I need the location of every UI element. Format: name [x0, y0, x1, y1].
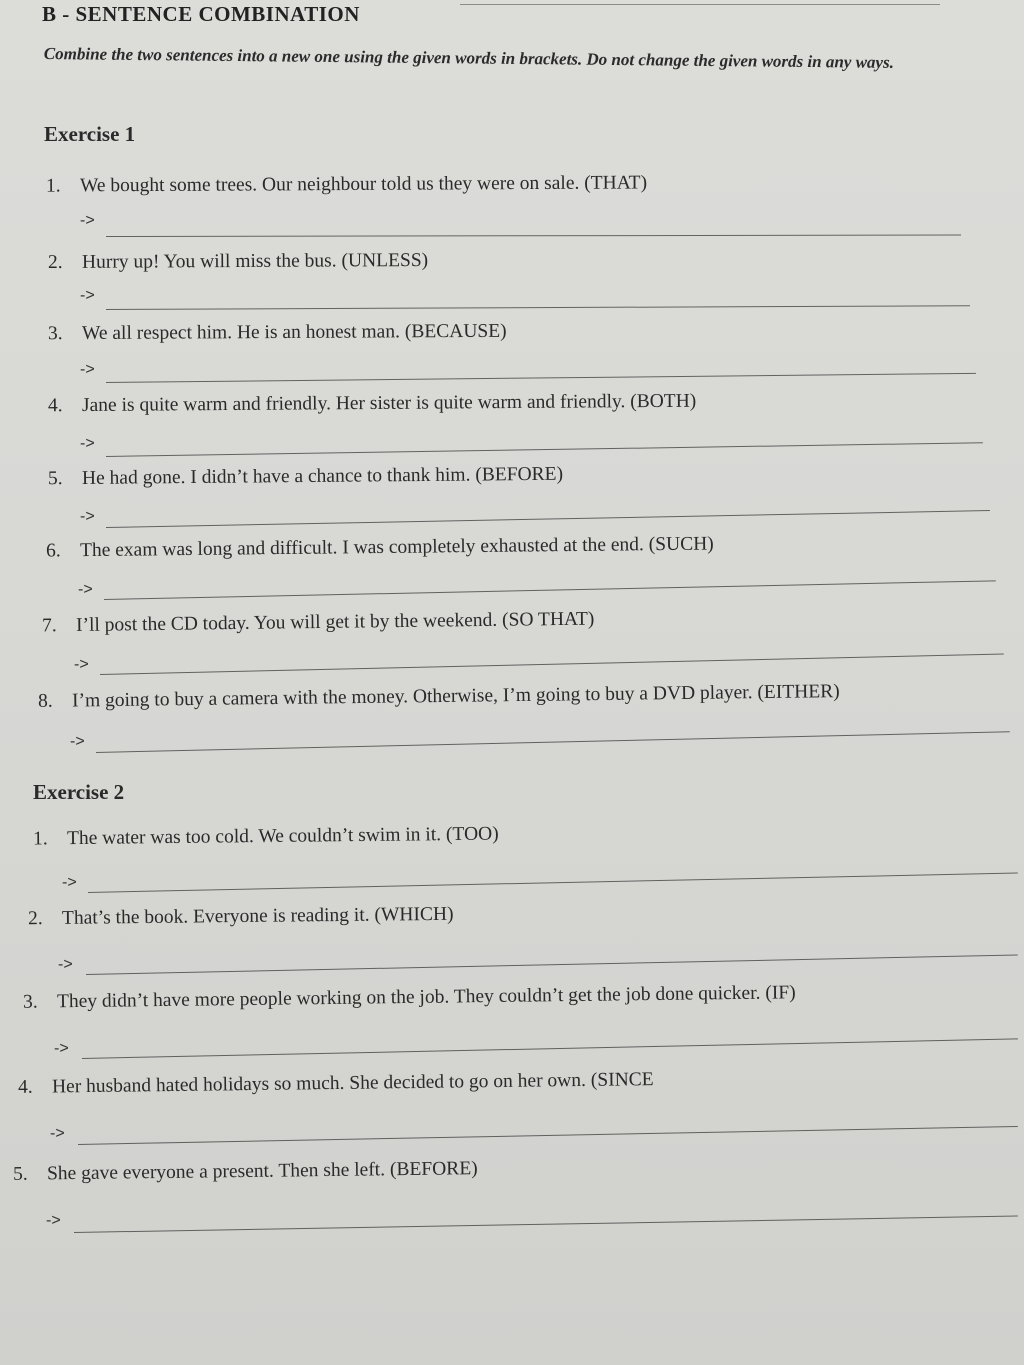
answer-line-1-5[interactable]	[106, 510, 990, 528]
item-text: We all respect him. He is an honest man. (BECAUSE)	[81, 320, 507, 345]
item-number: 7.	[41, 615, 57, 637]
top-rule	[460, 4, 940, 5]
answer-line-1-1[interactable]	[106, 235, 961, 237]
exercise-1-item-4	[48, 391, 696, 418]
item-text: The water was too cold. We couldn’t swim in it. (TOO)	[66, 823, 499, 850]
exercise-2-item-2	[28, 904, 454, 930]
exercise-1-item-1	[46, 172, 647, 197]
exercise-1-item-7	[42, 609, 595, 638]
item-text: Hurry up! You will miss the bus. (UNLESS)	[81, 250, 429, 273]
item-text: Jane is quite warm and friendly. Her sister is quite warm and friendly. (BOTH)	[81, 390, 697, 417]
exercise-2-item-1	[33, 824, 499, 851]
exercise-2-item-5	[13, 1158, 478, 1186]
item-text: She gave everyone a present. Then she left. (BEFORE)	[46, 1158, 478, 1185]
exercise-1-title: Exercise 1	[44, 122, 136, 146]
answer-line-2-5[interactable]	[74, 1216, 1018, 1233]
item-number: 1.	[45, 175, 61, 197]
exercise-1-item-6	[46, 534, 714, 563]
item-number: 5.	[47, 468, 63, 490]
item-number: 4.	[17, 1076, 33, 1098]
item-text: Her husband hated holidays so much. She decided to go on her own. (SINCE	[51, 1069, 654, 1098]
item-number: 5.	[12, 1163, 28, 1185]
item-text: The exam was long and difficult. I was completely exhausted at the end. (SUCH)	[79, 533, 714, 562]
item-number: 1.	[32, 828, 48, 850]
item-text: He had gone. I didn’t have a chance to thank him. (BEFORE)	[81, 463, 564, 489]
item-text: That’s the book. Everyone is reading it. (WHICH)	[61, 903, 454, 929]
item-number: 3.	[22, 991, 38, 1013]
exercise-2-item-4	[18, 1069, 654, 1099]
answer-arrow: ->	[70, 733, 85, 750]
answer-arrow: ->	[58, 956, 73, 973]
answer-line-2-3[interactable]	[82, 1038, 1018, 1059]
item-text: I’m going to buy a camera with the money. Otherwise, I’m going to buy a DVD player. (EITHER)	[71, 681, 840, 712]
answer-arrow: ->	[80, 212, 95, 229]
item-number: 8.	[37, 690, 53, 712]
answer-arrow: ->	[50, 1125, 65, 1142]
section-title: B - SENTENCE COMBINATION	[42, 2, 360, 26]
answer-line-1-2[interactable]	[106, 305, 970, 310]
answer-line-1-4[interactable]	[106, 442, 983, 457]
item-text: I’ll post the CD today. You will get it by the weekend. (SO THAT)	[75, 608, 595, 636]
item-number: 2.	[47, 251, 63, 273]
answer-arrow: ->	[46, 1212, 61, 1229]
instructions: Combine the two sentences into a new one using the given words in brackets. Do not change the given words in any ways.	[43, 43, 895, 72]
answer-line-1-8[interactable]	[96, 731, 1010, 753]
answer-line-1-7[interactable]	[100, 653, 1004, 675]
answer-arrow: ->	[80, 435, 95, 452]
item-number: 4.	[47, 395, 63, 417]
answer-arrow: ->	[80, 287, 95, 304]
answer-line-1-3[interactable]	[106, 373, 976, 383]
answer-line-2-1[interactable]	[88, 873, 1018, 893]
exercise-1-item-8	[38, 681, 840, 713]
exercise-2-item-3	[23, 982, 796, 1013]
item-text: They didn’t have more people working on the job. They couldn’t get the job done quicker. (IF)	[56, 982, 796, 1013]
answer-arrow: ->	[62, 874, 77, 891]
answer-arrow: ->	[78, 581, 93, 598]
item-text: We bought some trees. Our neighbour told us they were on sale. (THAT)	[79, 172, 648, 197]
item-number: 3.	[47, 323, 63, 345]
exercise-1-item-3	[48, 321, 507, 345]
answer-line-2-4[interactable]	[78, 1126, 1018, 1145]
answer-arrow: ->	[54, 1040, 69, 1057]
answer-line-2-2[interactable]	[86, 954, 1018, 975]
exercise-2-title: Exercise 2	[33, 780, 125, 804]
exercise-1-item-2	[48, 250, 428, 274]
exercise-1-item-5	[48, 464, 563, 490]
item-number: 6.	[45, 540, 61, 562]
item-number: 2.	[27, 908, 43, 930]
answer-line-1-6[interactable]	[104, 580, 996, 600]
answer-arrow: ->	[80, 361, 95, 378]
answer-arrow: ->	[74, 656, 89, 673]
answer-arrow: ->	[80, 508, 95, 525]
